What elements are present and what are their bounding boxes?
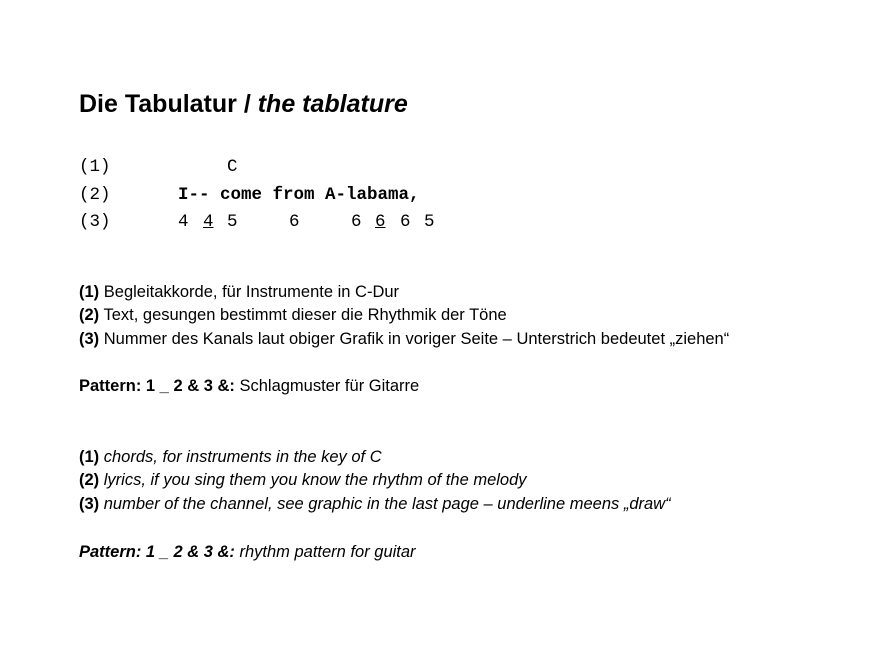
note-number: (2) — [79, 471, 100, 490]
german-pattern — [79, 375, 419, 398]
chord-label: C — [227, 157, 238, 177]
channel-number-draw: 4 — [203, 212, 214, 232]
note-number: (2) — [79, 306, 100, 325]
note-text: chords, for instruments in the key of C — [99, 448, 382, 466]
note-text: Begleitakkorde, für Instrumente in C-Dur — [99, 283, 400, 301]
pattern-text: rhythm pattern for guitar — [234, 543, 416, 561]
lyrics-text: I-- come from A-labama, — [178, 184, 420, 205]
note-number: (1) — [79, 448, 100, 466]
note-number: (3) — [79, 494, 100, 513]
page-title — [79, 88, 408, 120]
pattern-label: Pattern: 1 _ 2 & 3 &: — [79, 543, 235, 561]
note-number: (1) — [79, 283, 100, 301]
note-line — [79, 493, 671, 516]
note-text: lyrics, if you sing them you know the rhythm of the melody — [99, 471, 527, 490]
channel-number: 5 — [424, 212, 435, 232]
note-line — [79, 281, 729, 304]
title-english: the tablature — [257, 90, 408, 118]
row-number: (2) — [79, 184, 111, 205]
channel-number-draw: 6 — [375, 212, 386, 232]
pattern-label: Pattern: 1 _ 2 & 3 &: — [79, 377, 235, 395]
channel-number: 6 — [400, 212, 411, 232]
row-number: (3) — [79, 212, 111, 232]
note-text: Text, gesungen bestimmt dieser die Rhythmik der Töne — [99, 306, 507, 325]
channel-number: 5 — [227, 212, 238, 232]
row-number: (1) — [79, 157, 111, 177]
note-line — [79, 446, 671, 469]
english-pattern — [79, 541, 416, 564]
channel-number: 6 — [351, 212, 362, 232]
channel-number: 4 — [178, 212, 189, 232]
note-number: (3) — [79, 329, 100, 348]
english-notes — [79, 446, 671, 516]
note-line — [79, 469, 671, 492]
note-text: number of the channel, see graphic in the last page – underline meens „draw“ — [99, 494, 671, 513]
note-line — [79, 328, 729, 351]
pattern-text: Schlagmuster für Gitarre — [234, 377, 420, 395]
title-german: Die Tabulatur / — [79, 90, 258, 118]
channel-number: 6 — [289, 212, 300, 232]
note-line — [79, 304, 729, 327]
german-notes — [79, 281, 729, 351]
note-text: Nummer des Kanals laut obiger Grafik in voriger Seite – Unterstrich bedeutet „ziehen“ — [99, 329, 730, 348]
